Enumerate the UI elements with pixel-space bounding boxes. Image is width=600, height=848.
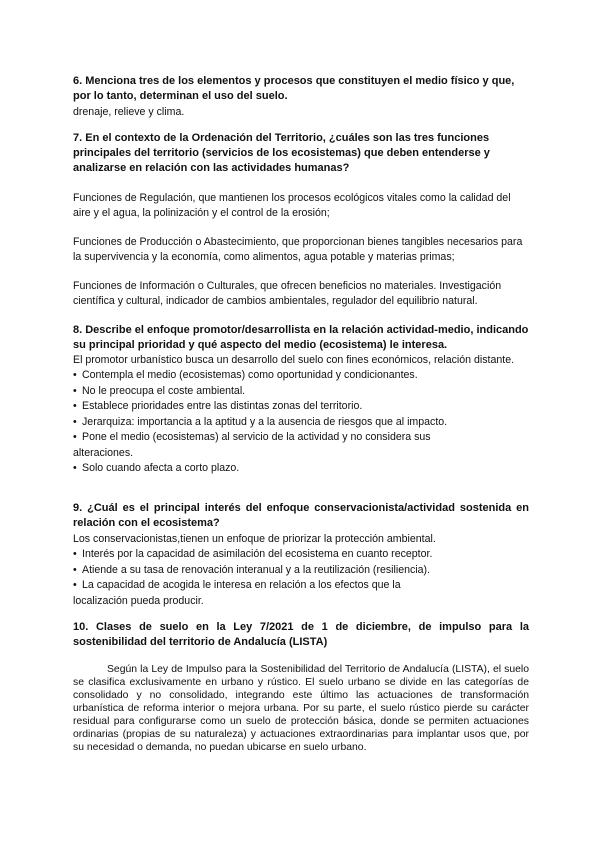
question-10-title: 10. Clases de suelo en la Ley 7/2021 de 1 de diciembre, de impulso para la sostenibilidad del territorio de Andalucía (LISTA) [73, 621, 529, 648]
bullet-glyph: • [73, 431, 77, 443]
question-9-title: 9. ¿Cuál es el principal interés del enfoque conservacionista/actividad sostenida en relación con el ecosistema? [73, 502, 529, 529]
list-item-text: Solo cuando afecta a corto plazo. [82, 462, 240, 474]
list-item-text: Interés por la capacidad de asimilación del ecosistema en cuanto receptor. [82, 548, 433, 560]
question-9-intro: Los conservacionistas,tienen un enfoque de priorizar la protección ambiental. [73, 533, 436, 545]
question-8-block [73, 323, 529, 477]
bullet-glyph: • [73, 548, 77, 560]
list-item [73, 415, 529, 431]
list-item-text: No le preocupa el coste ambiental. [82, 384, 246, 397]
list-item-text: Atiende a su tasa de renovación interanual y a la reutilización (resiliencia). [82, 563, 431, 576]
list-item [73, 563, 529, 579]
list-item-text: Jerarquiza: importancia a la aptitud y a la ausencia de riesgos que al impacto. [82, 415, 448, 428]
question-6-title: 6. Menciona tres de los elementos y procesos que constituyen el medio físico y que, por lo tanto, determinan el uso del suelo. [73, 75, 515, 102]
list-item-text: Pone el medio (ecosistemas) al servicio de la actividad y no considera sus alteraciones. [73, 431, 431, 459]
question-10-block [73, 620, 529, 754]
question-7-function-regulation: Funciones de Regulación, que mantienen los procesos ecológicos vitales como la calidad del aire y el agua, la polinización y el control de la erosión; [73, 192, 511, 219]
list-item [73, 368, 529, 384]
list-item [73, 578, 443, 609]
bullet-glyph: • [73, 400, 77, 412]
bullet-glyph: • [73, 415, 77, 428]
list-item [73, 461, 529, 477]
bullet-glyph: • [73, 579, 77, 591]
question-9-block [73, 501, 529, 609]
bullet-glyph: • [73, 462, 77, 474]
question-6-answer: drenaje, relieve y clima. [73, 106, 185, 118]
question-10-answer: Según la Ley de Impulso para la Sostenibilidad del Territorio de Andalucía (LISTA), el suelo se clasifica exclusivamente en urbano y rústico. El suelo urbano se divide en las categorías de consolidado y no consolidado, integrando este último las actuaciones de transformación urbanística de reforma interior o mejora urbana. Por su parte, el suelo rústico pierde su carácter residual para configurarse como un suelo de protección básica, donde se permiten actuaciones ordinarias (propias de su naturaleza) y actuaciones extraordinarias para implantar usos que, por su necesidad o demanda, no puedan ubicarse en suelo urbano. [73, 664, 529, 753]
bullet-glyph: • [73, 563, 77, 576]
list-item [73, 430, 453, 461]
question-7-function-production: Funciones de Producción o Abastecimiento, que proporcionan bienes tangibles necesarios para la supervivencia y la economía, como alimentos, agua potable y materias primas; [73, 236, 523, 263]
bullet-glyph: • [73, 369, 77, 381]
question-7-function-information: Funciones de Información o Culturales, que ofrecen beneficios no materiales. Investigación científica y cultural, indicador de cambios ambientales, regulador del equilibrio natural. [73, 280, 502, 307]
list-item [73, 547, 529, 563]
question-7-title: 7. En el contexto de la Ordenación del Territorio, ¿cuáles son las tres funciones principales del territorio (servicios de los ecosistemas) que deben entenderse y analizarse en relación con las actividades humanas? [73, 132, 490, 174]
list-item [73, 399, 529, 415]
list-item-text: Establece prioridades entre las distintas zonas del territorio. [82, 400, 363, 412]
bullet-glyph: • [73, 384, 77, 397]
question-8-title: 8. Describe el enfoque promotor/desarrollista en la relación actividad-medio, indicando su principal prioridad y qué aspecto del medio (ecosistema) le interesa. [73, 324, 529, 351]
question-8-intro: El promotor urbanístico busca un desarrollo del suelo con fines económicos, relación distante. [73, 354, 515, 366]
question-6-block [73, 74, 529, 120]
list-item-text: La capacidad de acogida le interesa en relación a los efectos que la localización pueda producir. [73, 579, 401, 607]
list-item [73, 384, 529, 400]
question-7-block [73, 131, 529, 309]
list-item-text: Contempla el medio (ecosistemas) como oportunidad y condicionantes. [82, 369, 418, 381]
